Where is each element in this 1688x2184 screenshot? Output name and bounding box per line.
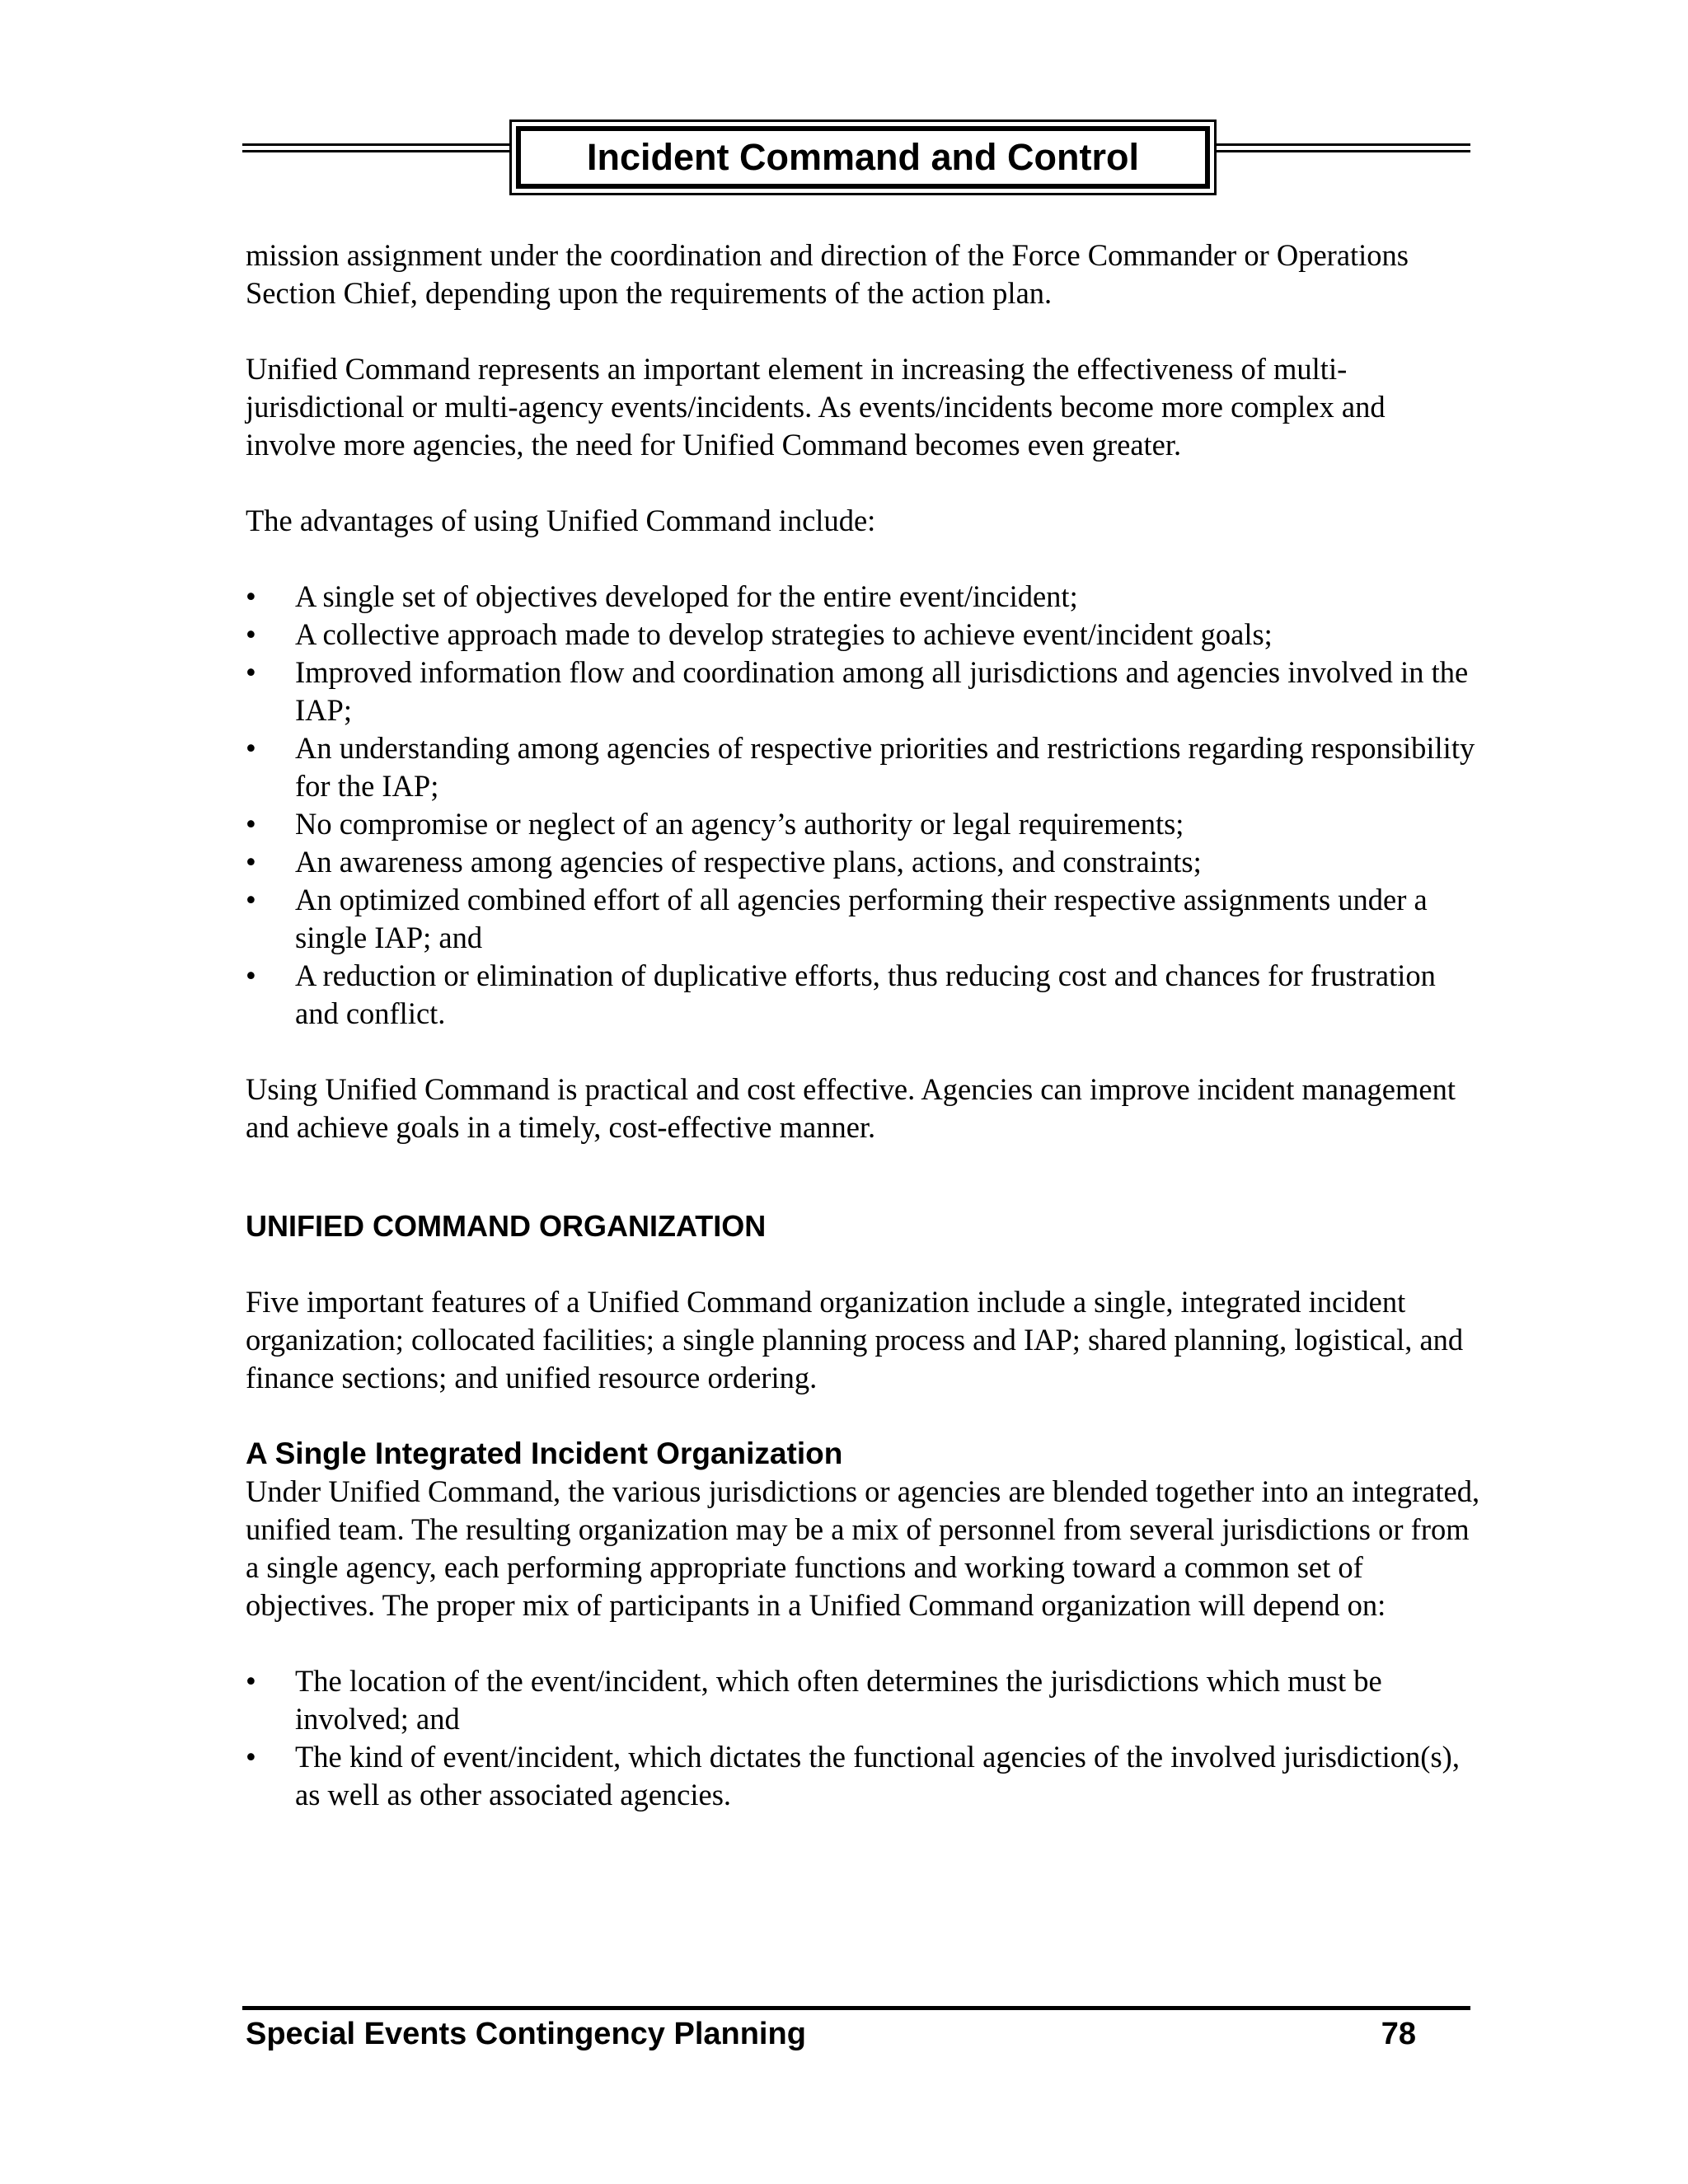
page-number: 78 <box>1381 2017 1416 2051</box>
list-item: • A reduction or elimination of duplicative efforts, thus reducing cost and chances for frustration and conflict. <box>246 957 1482 1033</box>
list-item: • The location of the event/incident, which often determines the jurisdictions which must be involved; and <box>246 1662 1482 1738</box>
paragraph-practical: Using Unified Command is practical and cost effective. Agencies can improve incident management and achieve goals in a timely, cost-effective manner. <box>246 1072 1456 1144</box>
list-item: • A single set of objectives developed for the entire event/incident; <box>246 578 1482 616</box>
footer-title: Special Events Contingency Planning <box>246 2017 806 2051</box>
header-title-box <box>509 120 1217 195</box>
paragraph-unified-command: Unified Command represents an important element in increasing the effectiveness of multi-jurisdictional or multi-agency events/incidents. As events/incidents become more complex and involve more agencies, the need for Unified Command becomes even greater. <box>246 352 1386 462</box>
section-heading: UNIFIED COMMAND ORGANIZATION <box>246 1209 767 1243</box>
advantages-list <box>246 578 1482 1033</box>
paragraph-features: Five important features of a Unified Command organization include a single, integrated incident organization; collocated facilities; a single planning process and IAP; shared planning, logistical, and finance sections; and unified resource ordering. <box>246 1285 1464 1394</box>
paragraph-continuation: mission assignment under the coordination and direction of the Force Commander or Operations Section Chief, depending upon the requirements of the action plan. <box>246 238 1409 310</box>
mix-factors-list <box>246 1662 1482 1814</box>
footer-rule <box>242 2006 1470 2010</box>
header-rule-left-top <box>242 143 509 146</box>
list-item: • The kind of event/incident, which dictates the functional agencies of the involved jurisdiction(s), as well as other associated agencies. <box>246 1738 1482 1814</box>
list-item: • An awareness among agencies of respective plans, actions, and constraints; <box>246 843 1482 881</box>
list-item: • An optimized combined effort of all agencies performing their respective assignments under a single IAP; and <box>246 881 1482 957</box>
document-body <box>246 237 1482 1814</box>
header-rule-right-bottom <box>1217 150 1470 152</box>
page-header-title: Incident Command and Control <box>516 126 1210 189</box>
paragraph-integrated-organization: Under Unified Command, the various jurisdictions or agencies are blended together into an integrated, unified team. The resulting organization may be a mix of personnel from several jurisdictions or from a single agency, each performing appropriate functions and working toward a common set of objectives. The proper mix of participants in a Unified Command organization will depend on: <box>246 1474 1480 1622</box>
list-item: • No compromise or neglect of an agency’s authority or legal requirements; <box>246 805 1482 843</box>
paragraph-advantages-intro: The advantages of using Unified Command include: <box>246 504 876 537</box>
subsection-heading: A Single Integrated Incident Organization <box>246 1436 843 1470</box>
list-item: • Improved information flow and coordination among all jurisdictions and agencies involved in the IAP; <box>246 654 1482 729</box>
header-rule-right-top <box>1217 143 1470 146</box>
header-rule-left-bottom <box>242 150 509 152</box>
list-item: • An understanding among agencies of respective priorities and restrictions regarding responsibility for the IAP; <box>246 729 1482 805</box>
list-item: • A collective approach made to develop strategies to achieve event/incident goals; <box>246 616 1482 654</box>
